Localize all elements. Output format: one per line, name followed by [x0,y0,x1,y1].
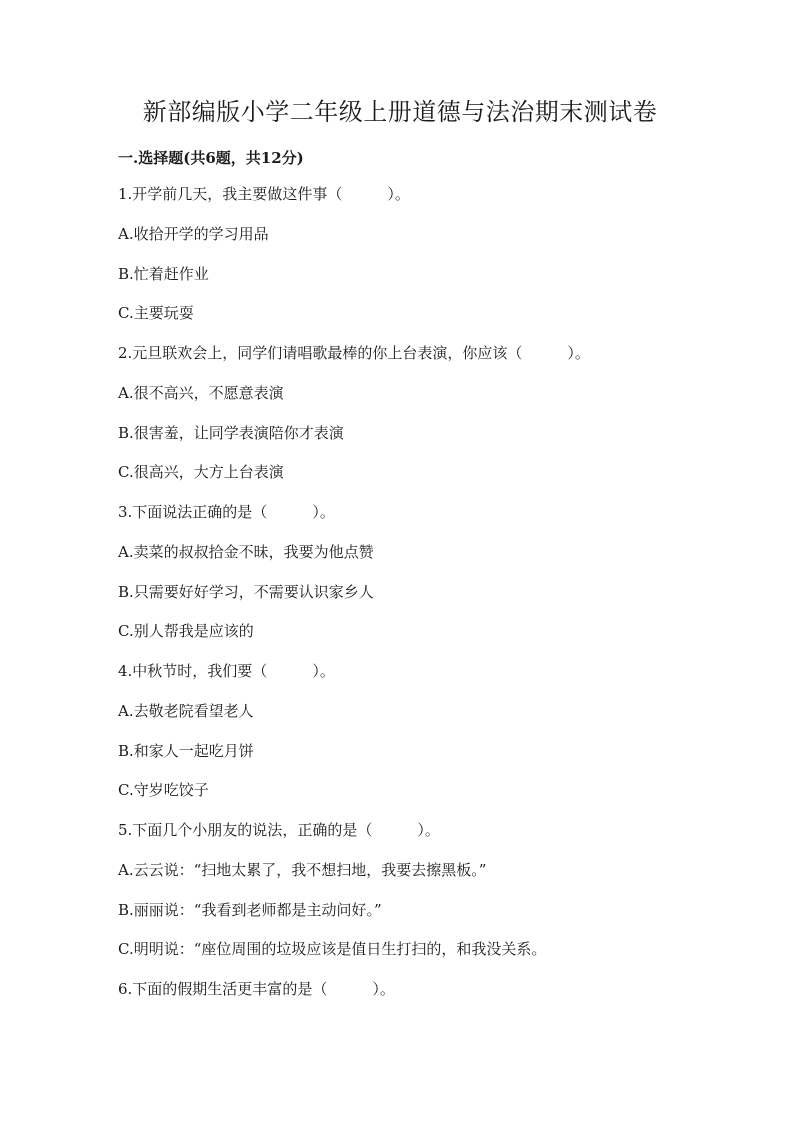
question-stem: 2.元旦联欢会上，同学们请唱歌最棒的你上台表演，你应该（ ）。 [118,344,590,362]
question-stem: 6.下面的假期生活更丰富的是（ ）。 [118,980,395,998]
answer-option: C.很高兴，大方上台表演 [118,463,284,482]
question-stem: 4.中秋节时，我们要（ ）。 [118,662,335,680]
question-stem: 1.开学前几天，我主要做这件事（ ）。 [118,185,410,203]
page-title: 新部编版小学二年级上册道德与法治期末测试卷 [142,98,658,126]
answer-option: A.云云说：“扫地太累了，我不想扫地，我要去擦黑板。” [118,860,487,879]
question-stem: 3.下面说法正确的是（ ）。 [118,503,335,521]
answer-option: A.收拾开学的学习用品 [118,224,269,243]
answer-option: A.很不高兴，不愿意表演 [118,383,284,402]
answer-option: A.卖菜的叔叔拾金不昧，我要为他点赞 [118,542,374,561]
answer-option: C.守岁吃饺子 [118,781,209,800]
answer-option: B.丽丽说：“我看到老师都是主动问好。” [118,900,382,919]
answer-option: B.只需要好好学习，不需要认识家乡人 [118,582,374,601]
answer-option: B.和家人一起吃月饼 [118,741,254,760]
answer-option: B.忙着赶作业 [118,264,209,283]
answer-option: C.别人帮我是应该的 [118,622,254,641]
answer-option: C.明明说：“座位周围的垃圾应该是值日生打扫的，和我没关系。 [118,940,547,959]
answer-option: C.主要玩耍 [118,304,194,323]
section-heading: 一.选择题(共6题，共12分) [118,149,304,167]
question-list [118,183,758,1018]
question-stem: 5.下面几个小朋友的说法，正确的是（ ）。 [118,821,440,839]
answer-option: B.很害羞，让同学表演陪你才表演 [118,423,344,442]
answer-option: A.去敬老院看望老人 [118,701,254,720]
